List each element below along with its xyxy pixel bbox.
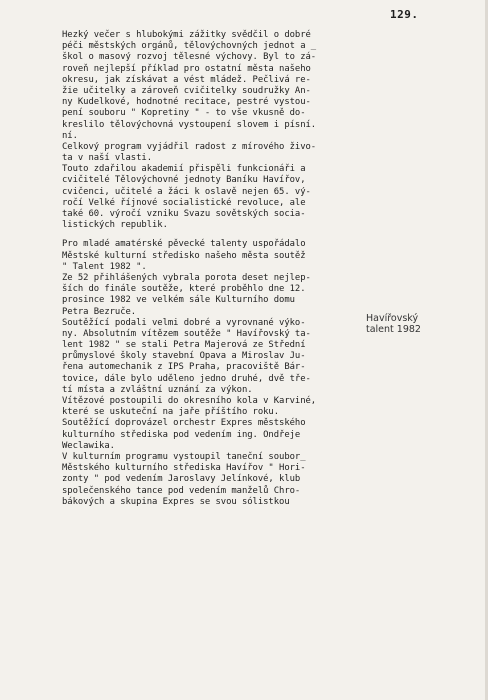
text-line: ny. Absolutním vítězem soutěže " Havířovský ta- — [62, 328, 311, 339]
text-line: žie učitelky a zároveň cvičitelky soudružky An- — [62, 85, 311, 96]
paragraph-akademie — [62, 30, 358, 231]
text-line: Městské kulturní středisko našeho města soutěž — [62, 250, 306, 261]
text-line: Pro mladé amatérské pěvecké talenty uspořádalo — [62, 239, 306, 250]
text-line: Městského kulturního střediska Havířov " Hori- — [62, 463, 306, 474]
text-line: pení souboru " Kopretiny " - to vše vkusně do- — [62, 108, 306, 119]
text-line: kreslilo tělovýchovná vystoupení slovem i písní. — [62, 119, 317, 130]
text-line: společenského tance pod vedením manželů Chro- — [62, 485, 301, 496]
text-line: Ze 52 přihlášených vybrala porota deset nejlep- — [62, 272, 311, 283]
paragraph-talent — [62, 239, 358, 508]
text-line: cvičenci, učitelé a žáci k oslavě nejen 65. vý- — [62, 186, 311, 197]
text-line: lent 1982 " se stali Petra Majerová ze Střední — [62, 340, 306, 351]
margin-note — [366, 313, 476, 335]
text-line: " Talent 1982 ". — [62, 261, 147, 272]
text-line: Celkový program vyjádřil radost z mírového živo- — [62, 141, 317, 152]
text-line: bákových a skupina Expres se svou sólistkou — [62, 496, 290, 507]
text-line: které se uskuteční na jaře příštího roku. — [62, 407, 280, 418]
text-line: ní. — [62, 130, 78, 141]
text-line: ny Kudelkové, hodnotné recitace, pestré vystou- — [62, 97, 311, 108]
text-line: prosince 1982 ve velkém sále Kulturního domu — [62, 295, 295, 306]
text-line: okresu, jak získávat a vést mládež. Pečlivá re- — [62, 74, 311, 85]
text-line: tí místa a zvláštní uznání za výkon. — [62, 384, 253, 395]
text-line: řena automechanik z IPS Praha, pracoviště Bár- — [62, 362, 306, 373]
text-line: škol o masový rozvoj tělesné výchovy. Byl to zá- — [62, 52, 317, 63]
page-number: 129. — [390, 8, 419, 21]
text-line: Hezký večer s hlubokými zážitky svědčil o dobré — [62, 30, 311, 40]
text-line: průmyslové školy stavební Opava a Miroslav Ju- — [62, 351, 306, 362]
text-line: V kulturním programu vystoupil taneční soubor_ — [62, 451, 306, 462]
text-line: kulturního střediska pod vedením ing. Ondřeje — [62, 429, 301, 440]
text-line: zonty " pod vedením Jaroslavy Jelínkové, klub — [62, 474, 301, 485]
document-body — [62, 30, 358, 508]
text-line: ročí Velké říjnové socialistické revoluce, ale — [62, 197, 306, 208]
text-line: ších do finále soutěže, které proběhlo dne 12. — [62, 284, 306, 295]
text-line: péči městských orgánů, tělovýchovných jednot a _ — [62, 41, 317, 52]
margin-note-line: talent 1982 — [366, 324, 421, 335]
text-line: roveň nejlepší příklad pro ostatní města našeho — [62, 63, 311, 74]
text-line: cvičitelé Tělovýchovné jednoty Baníku Havířov, — [62, 175, 306, 186]
text-line: také 60. výročí vzniku Svazu sovětských socia- — [62, 209, 306, 219]
text-line: Weclawika. — [62, 440, 115, 451]
text-line: listických republik. — [62, 220, 168, 231]
text-line: Vítězové postoupili do okresního kola v Karviné, — [62, 396, 317, 406]
text-line: Soutěžící podali velmi dobré a vyrovnané výko- — [62, 317, 306, 328]
text-line: tovice, dále bylo uděleno jedno druhé, dvě tře- — [62, 373, 311, 384]
text-line: Petra Bezruče. — [62, 306, 137, 317]
text-line: Soutěžící doprovázel orchestr Expres městského — [62, 418, 306, 429]
margin-note-line: Havířovský — [366, 313, 419, 324]
text-line: Touto zdařilou akademií přispěli funkcionáři a — [62, 164, 306, 175]
text-line: ta v naší vlasti. — [62, 153, 152, 164]
